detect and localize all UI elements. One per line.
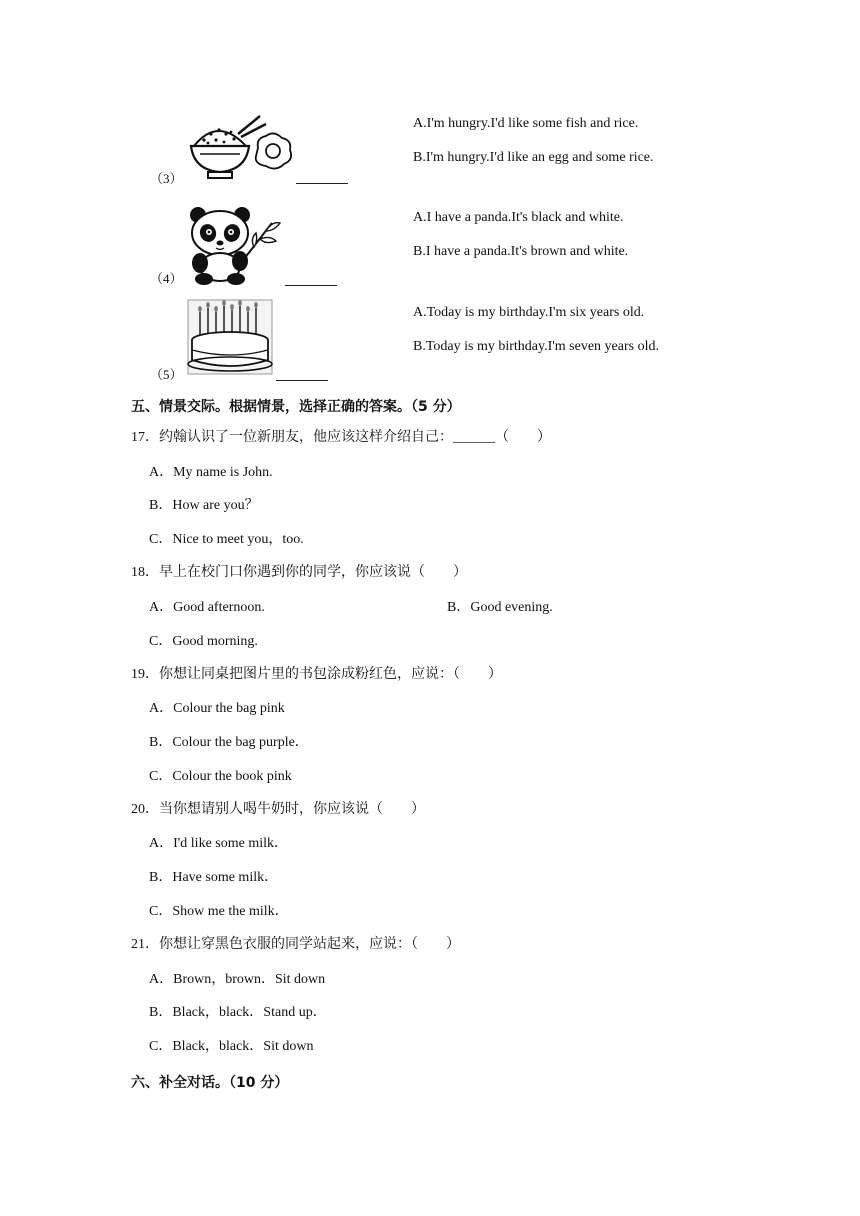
section-heading: 六、补全对话。（10 分）: [131, 1075, 289, 1091]
question-stem: 18．早上在校门口你遇到你的同学，你应该说（ ）: [131, 565, 467, 580]
answer-blank[interactable]: [276, 380, 328, 381]
option-c[interactable]: C．Show me the milk．: [149, 904, 289, 919]
option-a: A.Today is my birthday.I'm six years old.: [413, 305, 645, 320]
option-c[interactable]: C．Colour the book pink: [149, 769, 292, 784]
question-stem: 19．你想让同桌把图片里的书包涂成粉红色，应说：（ ）: [131, 667, 502, 682]
option-b[interactable]: B．Have some milk．: [149, 870, 279, 885]
section-heading: 五、情景交际。根据情景，选择正确的答案。（5 分）: [131, 399, 461, 415]
answer-blank[interactable]: [296, 183, 348, 184]
panda-picture: [186, 205, 282, 285]
option-a[interactable]: A．Brown，brown．Sit down: [149, 972, 326, 987]
option-a: A.I have a panda.It's black and white.: [413, 210, 624, 225]
question-stem: 20．当你想请别人喝牛奶时，你应该说（ ）: [131, 802, 425, 817]
question-stem: 21．你想让穿黑色衣服的同学站起来，应说：（ ）: [131, 937, 460, 952]
answer-blank[interactable]: [285, 285, 337, 286]
option-b: B.I'm hungry.I'd like an egg and some rice.: [413, 150, 654, 165]
option-c[interactable]: C．Good morning.: [149, 634, 258, 649]
option-b[interactable]: B．How are you？: [149, 498, 259, 513]
rice-bowl-egg-picture: [186, 112, 296, 184]
item-number: （4）: [150, 271, 183, 286]
option-b[interactable]: B．Black，black．Stand up．: [149, 1005, 327, 1020]
item-number: （3）: [150, 171, 183, 186]
option-a: A.I'm hungry.I'd like some fish and rice.: [413, 116, 639, 131]
option-b[interactable]: B．Good evening.: [447, 600, 553, 615]
option-b: B.Today is my birthday.I'm seven years old.: [413, 339, 659, 354]
birthday-cake-picture: [186, 298, 276, 378]
option-b[interactable]: B．Colour the bag purple．: [149, 735, 309, 750]
item-number: （5）: [150, 367, 183, 382]
option-a[interactable]: A．I'd like some milk．: [149, 836, 289, 851]
option-c[interactable]: C．Black，black．Sit down: [149, 1039, 314, 1054]
question-stem: 17．约翰认识了一位新朋友，他应该这样介绍自己：______（ ）: [131, 430, 551, 445]
option-a[interactable]: A．Colour the bag pink: [149, 701, 285, 716]
option-b: B.I have a panda.It's brown and white.: [413, 244, 629, 259]
option-a[interactable]: A．Good afternoon.: [149, 600, 265, 615]
option-a[interactable]: A．My name is John.: [149, 465, 273, 480]
option-c[interactable]: C．Nice to meet you，too.: [149, 532, 304, 547]
